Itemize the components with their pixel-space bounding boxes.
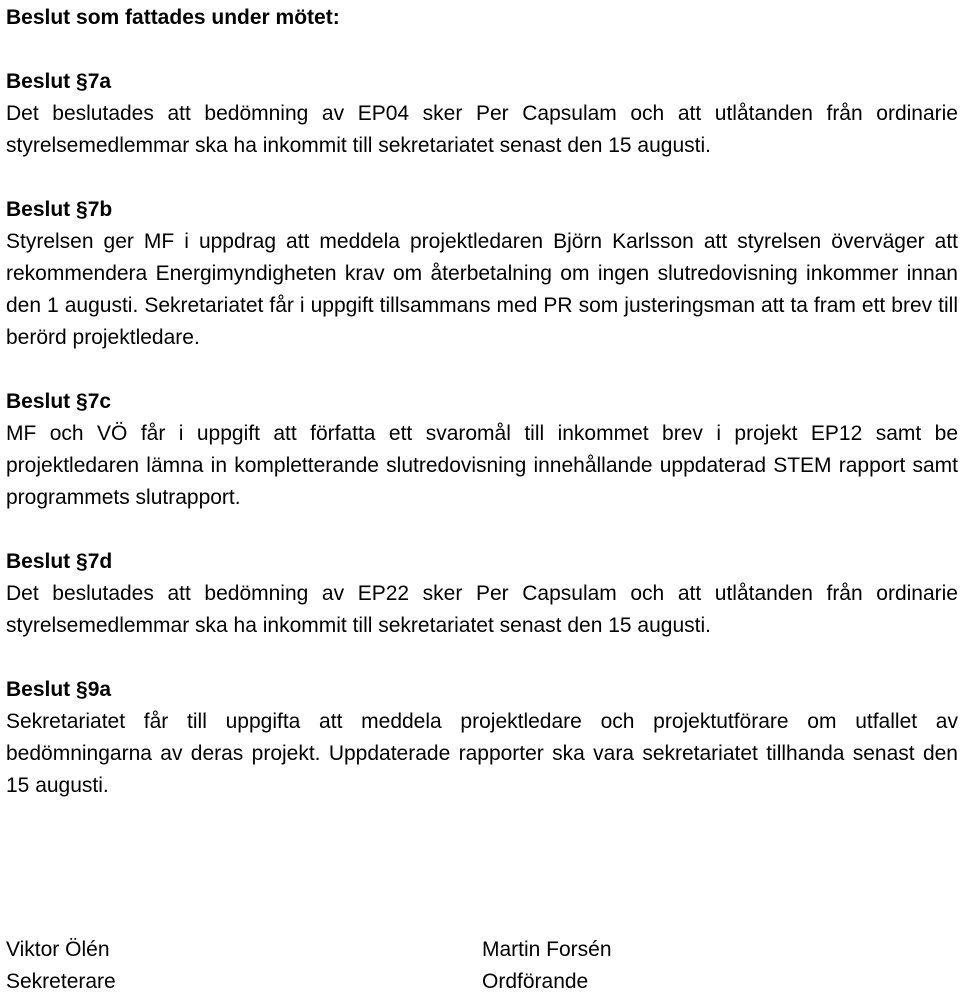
decision-title: Beslut §7b [6, 198, 113, 221]
decision-text: Det beslutades att bedömning av EP22 sker Per Capsulam och att utlåtanden från ordinarie styrelsemedlemmar ska ha inkommit till sekretariatet senast den 15 augusti. [6, 582, 958, 637]
decision-7b [6, 194, 958, 354]
signer-name: Viktor Ölén [6, 938, 110, 961]
signature-secretary [6, 934, 116, 998]
decision-9a [6, 674, 958, 802]
decision-7d [6, 546, 958, 642]
decision-title: Beslut §7a [6, 70, 112, 93]
decision-title: Beslut §7d [6, 550, 113, 573]
document-page [6, 0, 958, 834]
decision-7c [6, 386, 958, 514]
signer-role: Ordförande [482, 970, 589, 993]
document-heading: Beslut som fattades under mötet: [6, 6, 340, 29]
signature-block [6, 934, 906, 994]
decision-text: Sekretariatet får till uppgifta att meddela projektledare och projektutförare om utfallet av bedömningarna av deras projekt. Uppdaterade rapporter ska vara sekretariatet tillhanda senast den 15 augusti. [6, 710, 958, 797]
signature-chair [482, 934, 612, 998]
decision-title: Beslut §9a [6, 678, 112, 701]
signer-name: Martin Forsén [482, 938, 612, 961]
decision-text: Det beslutades att bedömning av EP04 sker Per Capsulam och att utlåtanden från ordinarie styrelsemedlemmar ska ha inkommit till sekretariatet senast den 15 augusti. [6, 102, 958, 157]
decision-7a [6, 66, 958, 162]
decision-text: MF och VÖ får i uppgift att författa ett svaromål till inkommet brev i projekt EP12 samt be projektledaren lämna in kompletterande slutredovisning innehållande uppdaterad STEM rapport samt programmets slutrapport. [6, 422, 958, 509]
decision-title: Beslut §7c [6, 390, 112, 413]
signer-role: Sekreterare [6, 970, 116, 993]
decision-text: Styrelsen ger MF i uppdrag att meddela projektledaren Björn Karlsson att styrelsen överväger att rekommendera Energimyndigheten krav om återbetalning om ingen slutredovisning inkommer innan den 1 augusti. Sekretariatet får i uppgift tillsammans med PR som justeringsman att ta fram ett brev till berörd projektledare. [6, 230, 958, 349]
